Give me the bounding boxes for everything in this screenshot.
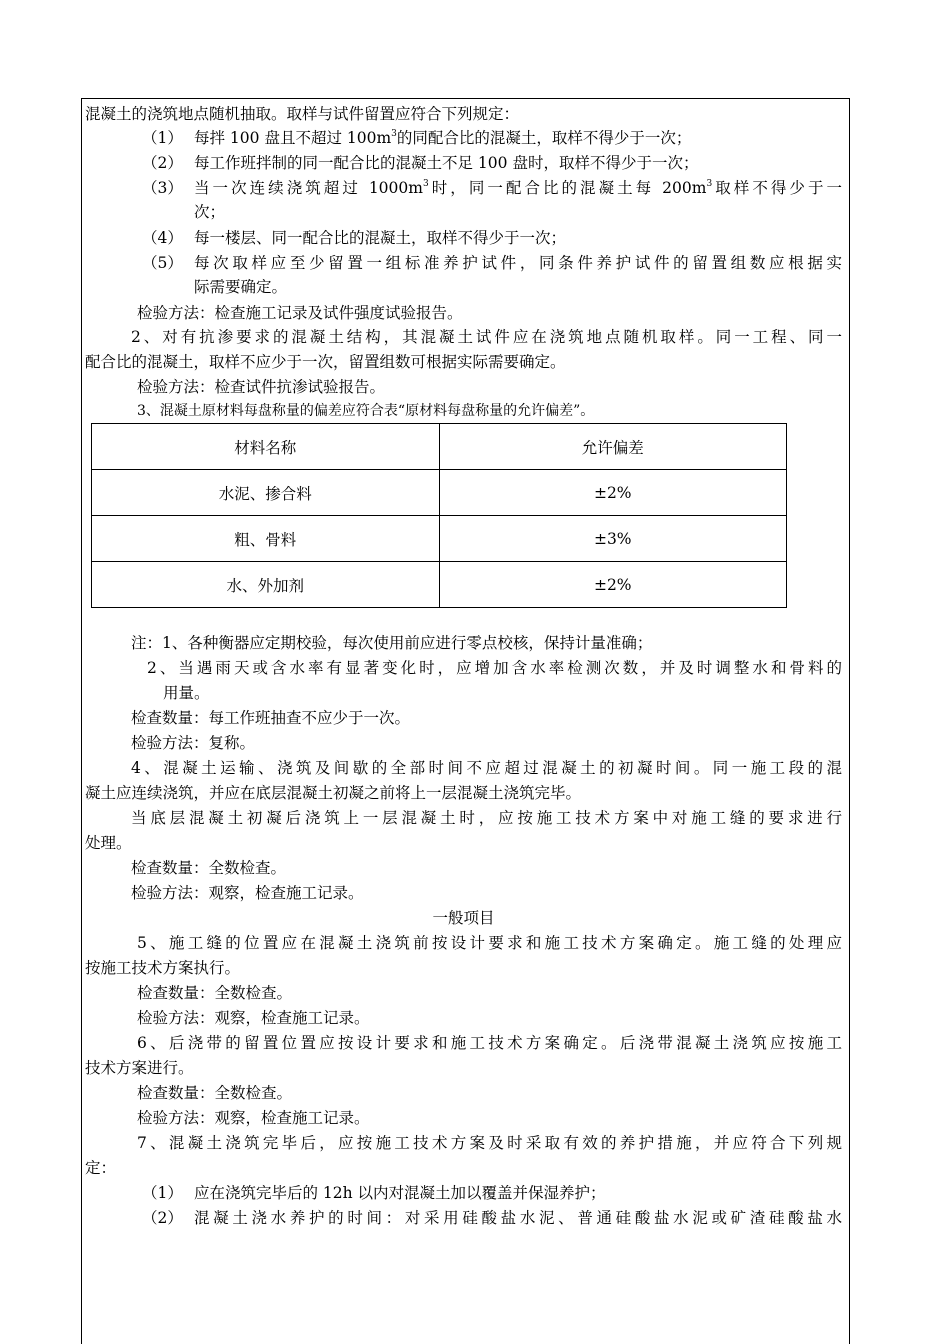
material-tolerance-table <box>91 423 787 608</box>
text-line: 5、施工缝的位置应在混凝土浇筑前按设计要求和施工技术方案确定。施工缝的处理应 <box>137 934 842 952</box>
text-line: 检查数量：每工作班抽查不应少于一次。 <box>131 709 411 727</box>
table-cell: ±3% <box>439 516 787 562</box>
text-line: 检查数量：全数检查。 <box>137 1084 293 1102</box>
text-line: 次； <box>194 203 226 221</box>
table-header-row <box>92 424 787 470</box>
list-number: （3） <box>142 179 183 197</box>
table-cell: ±2% <box>439 562 787 608</box>
list-number: （1） <box>142 129 183 147</box>
table-row <box>92 562 787 608</box>
text-line: 检验方法：观察，检查施工记录。 <box>137 1109 370 1127</box>
text-line: 混凝土的浇筑地点随机抽取。取样与试件留置应符合下列规定： <box>85 105 520 123</box>
text-line: 检验方法：观察，检查施工记录。 <box>137 1009 370 1027</box>
text-line: 6、后浇带的留置位置应按设计要求和施工技术方案确定。后浇带混凝土浇筑应按施工 <box>137 1034 842 1052</box>
text-line: 应在浇筑完毕后的 12h 以内对混凝土加以覆盖并保湿养护； <box>194 1184 606 1202</box>
table-cell: ±2% <box>439 470 787 516</box>
text-line: 检验方法：复称。 <box>131 734 256 752</box>
text-line: 注：1、各种衡器应定期校验，每次使用前应进行零点校核，保持计量准确； <box>131 634 653 652</box>
text-line: 检验方法：观察，检查施工记录。 <box>131 884 364 902</box>
text-line: 检验方法：检查施工记录及试件强度试验报告。 <box>137 304 463 322</box>
text-line: 技术方案进行。 <box>85 1059 194 1077</box>
table-header-cell: 材料名称 <box>92 424 440 470</box>
text-line: 2、对有抗渗要求的混凝土结构，其混凝土试件应在浇筑地点随机取样。同一工程、同一 <box>131 328 842 346</box>
list-number: （2） <box>142 1209 183 1227</box>
section-heading: 一般项目 <box>432 909 495 927</box>
text-line: 按施工技术方案执行。 <box>85 959 241 977</box>
text-line: 际需要确定。 <box>194 278 288 296</box>
text-line: 配合比的混凝土，取样不应少于一次，留置组数可根据实际需要确定。 <box>85 353 566 371</box>
list-number: （1） <box>142 1184 183 1202</box>
table-cell: 水泥、掺合料 <box>92 470 440 516</box>
text-line: 7、混凝土浇筑完毕后，应按施工技术方案及时采取有效的养护措施，并应符合下列规 <box>137 1134 842 1152</box>
text-line: 每一楼层、同一配合比的混凝土，取样不得少于一次； <box>194 229 567 247</box>
text-line: 定： <box>85 1159 117 1177</box>
text-line: 当底层混凝土初凝后浇筑上一层混凝土时，应按施工技术方案中对施工缝的要求进行 <box>131 809 842 827</box>
text-line: 4、混凝土运输、浇筑及间歇的全部时间不应超过混凝土的初凝时间。同一施工段的混 <box>131 759 842 777</box>
text-line: 每次取样应至少留置一组标准养护试件，同条件养护试件的留置组数应根据实 <box>194 254 842 272</box>
text-line: 每工作班拌制的同一配合比的混凝土不足 100 盘时，取样不得少于一次； <box>194 154 699 172</box>
text-line: 检验方法：检查试件抗渗试验报告。 <box>137 378 386 396</box>
text-line: 混凝土浇水养护的时间：对采用硅酸盐水泥、普通硅酸盐水泥或矿渣硅酸盐水 <box>194 1209 842 1227</box>
text-line: 3、混凝土原材料每盘称量的偏差应符合表“原材料每盘称量的允许偏差”。 <box>137 403 595 419</box>
table-cell: 粗、骨料 <box>92 516 440 562</box>
text-line: 检查数量：全数检查。 <box>137 984 293 1002</box>
text-line: 检查数量：全数检查。 <box>131 859 287 877</box>
list-number: （4） <box>142 229 183 247</box>
table-row <box>92 470 787 516</box>
list-number: （2） <box>142 154 183 172</box>
text-line: 凝土应连续浇筑，并应在底层混凝土初凝之前将上一层混凝土浇筑完毕。 <box>85 784 582 802</box>
table-cell: 水、外加剂 <box>92 562 440 608</box>
text-line: 处理。 <box>85 834 132 852</box>
table-header-cell: 允许偏差 <box>439 424 787 470</box>
table-row <box>92 516 787 562</box>
text-line: 每拌 100 盘且不超过 $100m^3$的同配合比的混凝土，取样不得少于一次； <box>194 128 692 147</box>
text-line: 当一次连续浇筑超过 $1000m^3$时，同一配合比的混凝土每 $200m^3$取样不得少于一 <box>194 178 842 197</box>
text-line: 2、当遇雨天或含水率有显著变化时，应增加含水率检测次数，并及时调整水和骨料的 <box>147 659 842 677</box>
text-line: 用量。 <box>163 684 210 702</box>
list-number: （5） <box>142 254 183 272</box>
